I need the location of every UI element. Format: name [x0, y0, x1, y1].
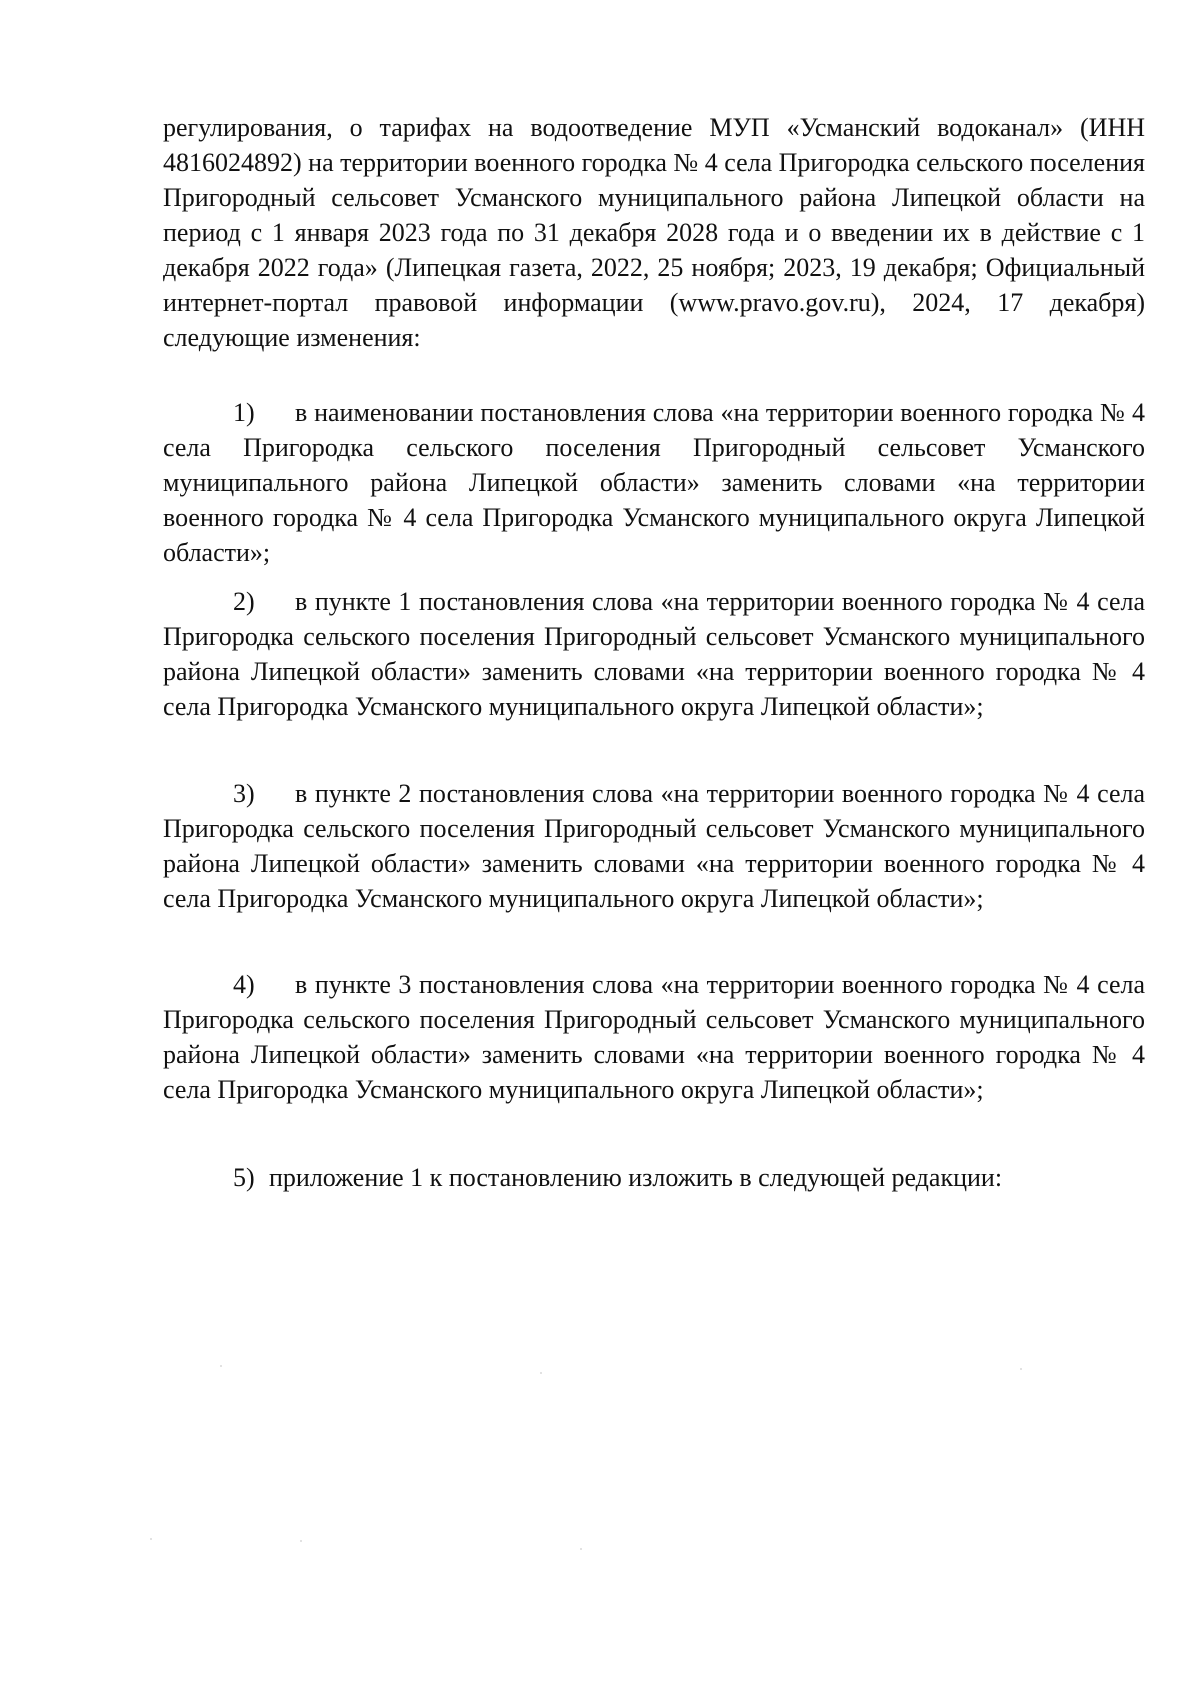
scan-speck — [580, 1548, 582, 1550]
item-text: приложение 1 к постановлению изложить в следующей редакции: — [269, 1163, 1003, 1192]
item-number: 2) — [233, 587, 255, 616]
item-text: в пункте 1 постановления слова «на территории военного городка № 4 села Пригородка сельского поселения Пригородный сельсовет Усманского муниципального района Липецкой области» заменить словами «на территории военного городка № 4 села Пригородка Усманского муниципального округа Липецкой области»; — [163, 587, 1145, 721]
list-item-1 — [163, 395, 1145, 570]
item-text: в пункте 3 постановления слова «на территории военного городка № 4 села Пригородка сельского поселения Пригородный сельсовет Усманского муниципального района Липецкой области» заменить словами «на территории военного городка № 4 села Пригородка Усманского муниципального округа Липецкой области»; — [163, 970, 1145, 1104]
list-item-4 — [163, 967, 1145, 1107]
item-number: 3) — [233, 779, 255, 808]
item-number: 5) — [233, 1163, 255, 1192]
list-item-3 — [163, 776, 1145, 916]
item-text: в наименовании постановления слова «на территории военного городка № 4 села Пригородка сельского поселения Пригородный сельсовет Усманского муниципального района Липецкой области» заменить словами «на территории военного городка № 4 села Пригородка Усманского муниципального округа Липецкой области»; — [163, 398, 1145, 567]
item-number: 1) — [233, 398, 255, 427]
scan-speck — [540, 1372, 542, 1374]
scan-speck — [220, 1365, 222, 1367]
list-item-5 — [163, 1160, 1145, 1195]
scan-speck — [150, 1538, 152, 1540]
intro-paragraph: регулирования, о тарифах на водоотведение МУП «Усманский водоканал» (ИНН 4816024892) на территории военного городка № 4 села Пригородка сельского поселения Пригородный сельсовет Усманского муниципального района Липецкой области на период с 1 января 2023 года по 31 декабря 2028 года и о введении их в действие с 1 декабря 2022 года» (Липецкая газета, 2022, 25 ноября; 2023, 19 декабря; Официальный интернет-портал правовой информации (www.pravo.gov.ru), 2024, 17 декабря) следующие изменения: — [163, 113, 1145, 352]
list-item-2 — [163, 584, 1145, 724]
scan-speck — [300, 1540, 302, 1542]
item-text: в пункте 2 постановления слова «на территории военного городка № 4 села Пригородка сельского поселения Пригородный сельсовет Усманского муниципального района Липецкой области» заменить словами «на территории военного городка № 4 села Пригородка Усманского муниципального округа Липецкой области»; — [163, 779, 1145, 913]
scan-speck — [1020, 1368, 1022, 1370]
item-number: 4) — [233, 970, 255, 999]
